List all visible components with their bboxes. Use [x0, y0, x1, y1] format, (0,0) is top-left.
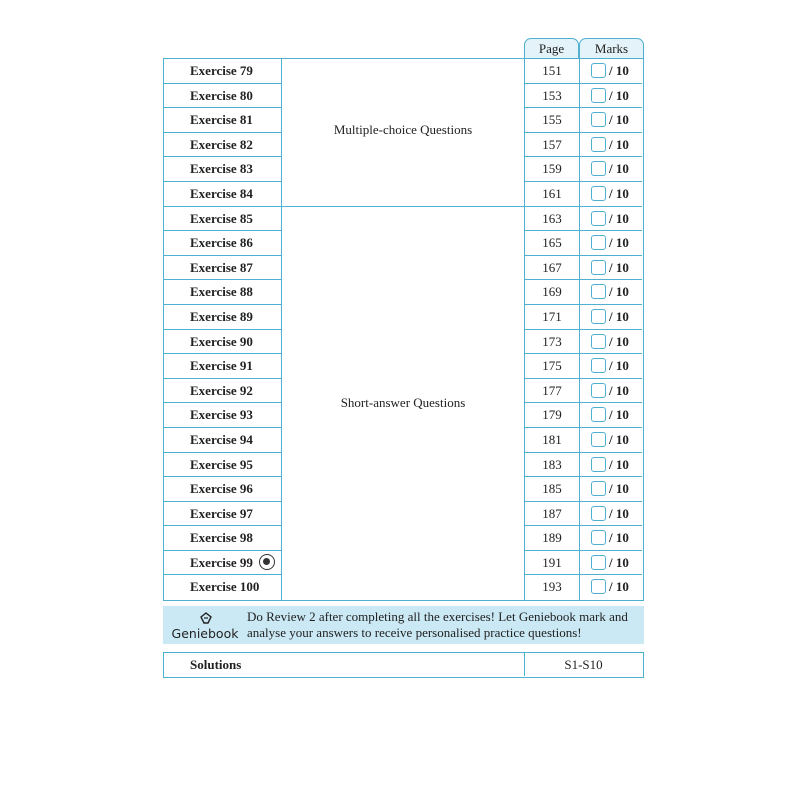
- page-number: 153: [524, 84, 580, 109]
- marks-cell: [580, 305, 642, 330]
- exercise-name: Exercise 87: [190, 259, 253, 275]
- marks-cell: [580, 108, 642, 133]
- marks-total: / 10: [609, 333, 629, 349]
- marks-total: / 10: [609, 530, 629, 546]
- marks-input-box[interactable]: [591, 383, 606, 398]
- genie-lamp-icon: [199, 611, 213, 625]
- marks-total: / 10: [609, 308, 629, 324]
- exercise-label: [164, 551, 282, 576]
- marks-total: / 10: [609, 185, 629, 201]
- exercise-label: [164, 207, 282, 232]
- exercise-name: Exercise 100: [190, 579, 260, 595]
- marks-cell: [580, 575, 642, 600]
- page-number: 161: [524, 182, 580, 207]
- marks-input-box[interactable]: [591, 309, 606, 324]
- marks-cell: [580, 330, 642, 355]
- page-number: 181: [524, 428, 580, 453]
- page-number: 175: [524, 354, 580, 379]
- exercise-label: [164, 330, 282, 355]
- banner-message: [247, 609, 642, 641]
- exercise-name: Exercise 92: [190, 382, 253, 398]
- marks-column-header: Marks: [579, 38, 644, 58]
- page-number: 189: [524, 526, 580, 551]
- geniebook-banner: [163, 606, 644, 644]
- marks-input-box[interactable]: [591, 161, 606, 176]
- marks-cell: [580, 231, 642, 256]
- exercise-label: [164, 133, 282, 158]
- exercise-name: Exercise 81: [190, 112, 253, 128]
- group-label: Multiple-choice Questions: [333, 122, 473, 138]
- marks-total: / 10: [609, 431, 629, 447]
- exercise-name: Exercise 93: [190, 407, 253, 423]
- marks-input-box[interactable]: [591, 63, 606, 78]
- exercise-name: Exercise 80: [190, 87, 253, 103]
- marks-cell: [580, 133, 642, 158]
- exercise-name: Exercise 83: [190, 161, 253, 177]
- exercise-label: [164, 182, 282, 207]
- exercise-label: [164, 280, 282, 305]
- exercise-name: Exercise 89: [190, 308, 253, 324]
- exercise-label: [164, 526, 282, 551]
- page-number: 185: [524, 477, 580, 502]
- exercise-name: Exercise 88: [190, 284, 253, 300]
- page-number: 173: [524, 330, 580, 355]
- marks-input-box[interactable]: [591, 481, 606, 496]
- marks-total: / 10: [609, 407, 629, 423]
- exercise-name: Exercise 96: [190, 481, 253, 497]
- exercise-name: Exercise 86: [190, 235, 253, 251]
- exercise-label: [164, 477, 282, 502]
- marks-cell: [580, 379, 642, 404]
- solutions-pages: S1-S10: [564, 657, 603, 672]
- marks-cell: [580, 403, 642, 428]
- page-number: 155: [524, 108, 580, 133]
- geniebook-logo: [169, 609, 241, 643]
- solutions-label: Solutions: [190, 657, 242, 672]
- group-label: Short-answer Questions: [340, 395, 466, 411]
- marks-cell: [580, 526, 642, 551]
- marks-total: / 10: [609, 284, 629, 300]
- exercise-name: Exercise 79: [190, 63, 253, 78]
- marks-cell: [580, 502, 642, 527]
- marks-total: / 10: [609, 358, 629, 374]
- exercise-name: Exercise 98: [190, 530, 253, 546]
- marks-input-box[interactable]: [591, 334, 606, 349]
- marks-cell: [580, 182, 642, 207]
- page-number: 191: [524, 551, 580, 576]
- exercise-label: [164, 575, 282, 600]
- marks-input-box[interactable]: [591, 457, 606, 472]
- group-multiple-choice: [282, 59, 524, 207]
- page-number: 151: [524, 59, 580, 84]
- marks-cell: [580, 207, 642, 232]
- exercise-label: [164, 59, 282, 84]
- page-number: 183: [524, 453, 580, 478]
- exercise-name: Exercise 94: [190, 431, 253, 447]
- group-short-answer: [282, 207, 524, 601]
- marks-input-box[interactable]: [591, 530, 606, 545]
- marks-total: / 10: [609, 456, 629, 472]
- exercise-name: Exercise 95: [190, 456, 253, 472]
- marks-cell: [580, 477, 642, 502]
- marks-cell: [580, 354, 642, 379]
- marks-total: / 10: [609, 481, 629, 497]
- exercise-name: Exercise 90: [190, 333, 253, 349]
- exercise-name: Exercise 82: [190, 136, 253, 152]
- marks-total: / 10: [609, 87, 629, 103]
- marks-total: / 10: [609, 235, 629, 251]
- marks-input-box[interactable]: [591, 358, 606, 373]
- exercise-label: [164, 428, 282, 453]
- marks-input-box[interactable]: [591, 211, 606, 226]
- marks-total: / 10: [609, 161, 629, 177]
- page-number: 167: [524, 256, 580, 281]
- marks-cell: [580, 428, 642, 453]
- marks-total: / 10: [609, 112, 629, 128]
- marks-cell: [580, 453, 642, 478]
- solutions-row: [163, 652, 644, 678]
- marks-total: / 10: [609, 505, 629, 521]
- page-number: 169: [524, 280, 580, 305]
- marks-total: / 10: [609, 136, 629, 152]
- exercise-label: [164, 403, 282, 428]
- page-number: 179: [524, 403, 580, 428]
- exercise-name: Exercise 91: [190, 358, 253, 374]
- marks-cell: [580, 551, 642, 576]
- marks-input-box[interactable]: [591, 235, 606, 250]
- page-column-header: Page: [524, 38, 579, 58]
- marks-input-box[interactable]: [591, 432, 606, 447]
- exercise-name: Exercise 85: [190, 210, 253, 226]
- marks-cell: [580, 59, 642, 84]
- marks-input-box[interactable]: [591, 555, 606, 570]
- marks-total: / 10: [609, 554, 629, 570]
- marks-input-box[interactable]: [591, 137, 606, 152]
- page-number: 187: [524, 502, 580, 527]
- page-number: 193: [524, 575, 580, 600]
- exercise-label: [164, 379, 282, 404]
- page-number: 157: [524, 133, 580, 158]
- exercise-name: Exercise 84: [190, 185, 253, 201]
- marks-total: / 10: [609, 382, 629, 398]
- exercise-name: Exercise 97: [190, 505, 253, 521]
- exercise-label: [164, 354, 282, 379]
- exercise-label: [164, 453, 282, 478]
- exercise-label: [164, 305, 282, 330]
- marks-cell: [580, 157, 642, 182]
- marks-input-box[interactable]: [591, 186, 606, 201]
- marks-input-box[interactable]: [591, 284, 606, 299]
- marks-input-box[interactable]: [591, 260, 606, 275]
- marks-input-box[interactable]: [591, 579, 606, 594]
- exercise-label: [164, 256, 282, 281]
- marks-total: / 10: [609, 579, 629, 595]
- online-badge-icon: [259, 554, 275, 570]
- marks-input-box[interactable]: [591, 88, 606, 103]
- exercise-label: [164, 502, 282, 527]
- exercise-label: [164, 108, 282, 133]
- marks-input-box[interactable]: [591, 506, 606, 521]
- marks-total: / 10: [609, 259, 629, 275]
- page-number: 177: [524, 379, 580, 404]
- marks-total: / 10: [609, 210, 629, 226]
- marks-total: / 10: [609, 63, 629, 78]
- exercise-label: [164, 157, 282, 182]
- logo-text: Geniebook: [171, 626, 239, 641]
- marks-input-box[interactable]: [591, 112, 606, 127]
- marks-cell: [580, 84, 642, 109]
- page-number: 171: [524, 305, 580, 330]
- page-number: 159: [524, 157, 580, 182]
- exercise-grid: [163, 58, 644, 601]
- page-number: 163: [524, 207, 580, 232]
- banner-line: analyse your answers to receive personalised practice questions!: [247, 625, 582, 640]
- marks-cell: [580, 280, 642, 305]
- marks-cell: [580, 256, 642, 281]
- page-number: 165: [524, 231, 580, 256]
- exercise-label: [164, 231, 282, 256]
- banner-line: Do Review 2 after completing all the exercises! Let Geniebook mark and: [247, 609, 628, 624]
- exercise-name: Exercise 99: [190, 554, 253, 570]
- marks-input-box[interactable]: [591, 407, 606, 422]
- exercise-label: [164, 84, 282, 109]
